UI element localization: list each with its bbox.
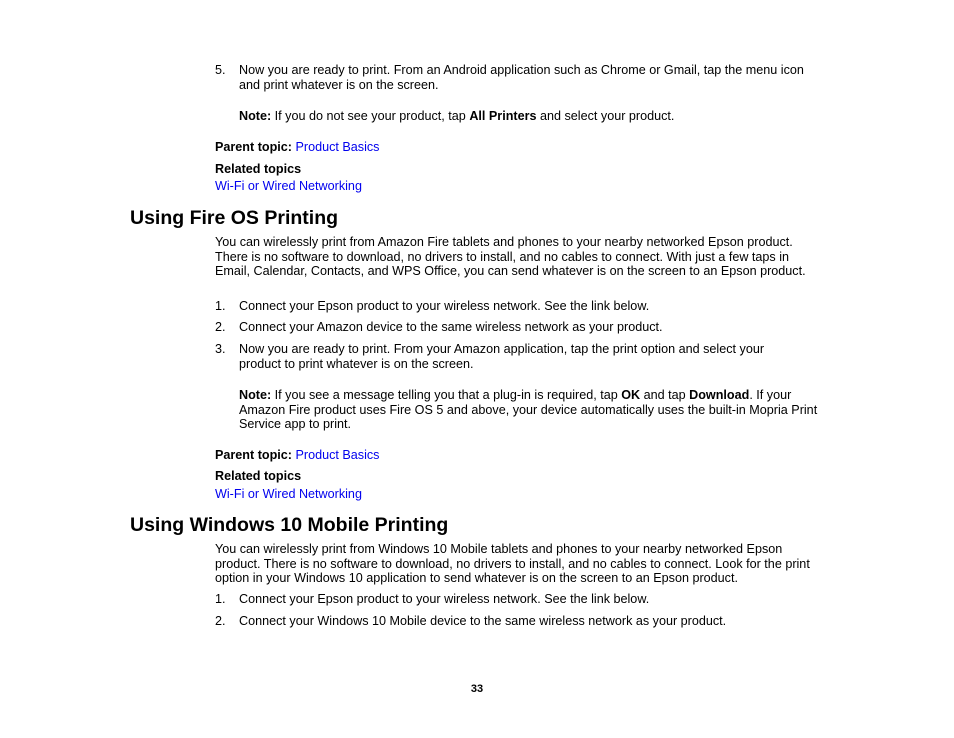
note [239,109,829,124]
note-text: If you see a message telling you that a plug-in is required, tap [271,388,622,402]
note-label: Note: [239,109,272,123]
related-topics [215,487,835,502]
wifi-networking-link[interactable]: Wi-Fi or Wired Networking [215,179,362,193]
step-number: 2. [215,320,226,334]
note-bold-ok: OK [621,388,641,402]
section-intro: You can wirelessly print from Windows 10 Mobile tablets and phones to your nearby networked Epson product. There is no software to download, no drivers to install, and no cables to connect. Look for the print option in your Windows 10 application to send whatever is on the screen to an Epson product. [215,542,810,585]
related-topics [215,179,835,194]
section-intro: You can wirelessly print from Amazon Fire tablets and phones to your nearby networked Epson product. There is no software to download, no drivers to install, and no cables to connect. With just a few taps in Email, Calendar, Contacts, and WPS Office, you can send whatever is on the screen to an Epson product. [215,235,806,278]
note-text-mid: and tap [640,388,690,402]
step-number: 1. [215,592,226,606]
parent-topic [215,448,835,463]
product-basics-link[interactable]: Product Basics [295,140,380,154]
note [239,388,819,432]
related-topics-label: Related topics [215,162,302,176]
parent-topic-label: Parent topic: [215,448,292,462]
related-topics-label: Related topics [215,469,302,483]
step-text: Now you are ready to print. From your Amazon application, tap the print option and select your product to print whatever is on the screen. [239,342,765,371]
step-text: Connect your Amazon device to the same wireless network as your product. [239,320,663,334]
step-text: Connect your Epson product to your wireless network. See the link below. [239,592,650,606]
parent-topic-label: Parent topic: [215,140,292,154]
step-text: Connect your Windows 10 Mobile device to the same wireless network as your product. [239,614,727,628]
note-label: Note: [239,388,272,402]
step-number: 5. [215,63,226,77]
step-number: 3. [215,342,226,356]
section-heading-windows-10: Using Windows 10 Mobile Printing [130,514,449,536]
step-number: 1. [215,299,226,313]
note-text-end: . If your Amazon Fire product uses Fire OS 5 and above, your device automatically uses the built-in Mopria Print Service app to print. [239,388,818,431]
step-number: 2. [215,614,226,628]
parent-topic [215,140,835,155]
page-number: 33 [470,683,484,695]
note-text: If you do not see your product, tap [271,109,470,123]
note-text-end: and select your product. [536,109,675,123]
wifi-networking-link[interactable]: Wi-Fi or Wired Networking [215,487,362,501]
step-text: Now you are ready to print. From an Android application such as Chrome or Gmail, tap the menu icon and print whatever is on the screen. [239,63,804,92]
product-basics-link[interactable]: Product Basics [295,448,380,462]
note-bold: All Printers [469,109,537,123]
step-text: Connect your Epson product to your wireless network. See the link below. [239,299,650,313]
section-heading-fire-os: Using Fire OS Printing [130,207,339,229]
note-bold-download: Download [689,388,750,402]
